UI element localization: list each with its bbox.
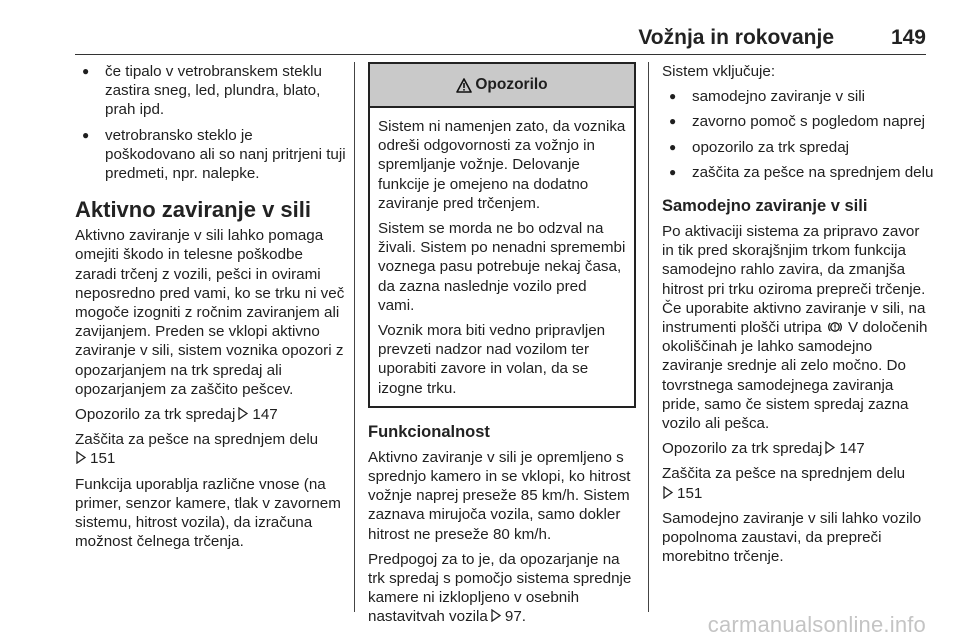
column-right (662, 62, 934, 572)
page-reference-icon (824, 441, 836, 454)
page-reference-icon (75, 451, 87, 464)
cross-reference (662, 439, 934, 458)
watermark: carmanualsonline.info (707, 612, 926, 637)
reference-text: Opozorilo za trk spredaj (662, 440, 823, 458)
column-divider (648, 62, 649, 612)
page-number: 149 (890, 26, 926, 49)
column-left (75, 62, 347, 557)
paragraph: Sistem se morda ne bo odzval na živali. Sistem po nenadni spremembi voznega pasu potrebuje nekaj časa, da zazna naslednje vozilo pred vami. (378, 220, 626, 314)
paragraph: Sistem vključuje: (662, 63, 776, 80)
paragraph: Aktivno zaviranje v sili lahko pomaga omejiti škodo in telesne poškodbe zaradi trčenj z vozili, pešci in ovirami neposredno pred vami, ko se trku ni več mogoče izogniti z ročnim zaviranjem ali zavijanjem. Preden se vklopi aktivno zaviranje v sili, sistem voznika opozori z opozarjanjem na trk spredaj ali opozarjanjem za zaščito pešcev. (75, 227, 345, 398)
warning-header (370, 64, 634, 108)
reference-text: Opozorilo za trk spredaj (75, 406, 236, 424)
section-heading: Samodejno zaviranje v sili (662, 197, 868, 216)
reference-page[interactable]: 151 (90, 450, 116, 468)
paragraph: Voznik mora biti vedno pripravljen prevzeti nadzor nad vozilom ter uporabiti zavore in volan, da se izogne trku. (378, 322, 606, 397)
list-item: ● opozorilo za trk spredaj (662, 138, 934, 157)
page-reference-icon (237, 407, 249, 420)
warning-box (368, 62, 636, 408)
paragraph: Samodejno zaviranje v sili lahko vozilo popolnoma zaustavi, da prepreči morebitno trčenje. (662, 509, 922, 566)
paragraph-text: Po aktivaciji sistema za pripravo zavor in tik pred skorajšnjim trkom funkcija samodejno rahlo zavira, da zmanjša hitrost pri trku oziroma prepreči trčenje. Če uporabite aktivno zaviranje v sili, na instrumenti plošči utripa (662, 223, 926, 337)
page-reference-icon (662, 486, 674, 499)
cross-reference (662, 464, 934, 502)
paragraph: Funkcija uporablja različne vnose (na primer, senzor kamere, tlak v zavornem sistemu, hitrost vozila), da izračuna možnost čelnega trčenja. (75, 475, 341, 551)
list-item: ● zaščita za pešce na sprednjem delu (662, 163, 934, 182)
list-item: ● zavorno pomoč s pogledom naprej (662, 112, 934, 131)
warning-title: Opozorilo (475, 76, 548, 94)
bullet-list (662, 87, 934, 182)
reference-page[interactable]: 147 (839, 440, 865, 458)
paragraph (368, 550, 636, 627)
paragraph (662, 222, 934, 433)
column-divider (354, 62, 355, 612)
section-title: Vožnja in rokovanje (638, 26, 834, 49)
bullet-list (75, 62, 347, 183)
paragraph-text: V določenih okoliščinah je lahko samodejno zaviranje srednje ali zelo močno. Do tovrstnega samodejnega zaviranja pride, samo če sistem spredaj zazna vozilo ali pešca. (662, 319, 928, 433)
section-heading: Funkcionalnost (368, 422, 490, 441)
cross-reference (75, 405, 347, 424)
paragraph: Sistem ni namenjen zato, da voznika odreši odgovornosti za vožnjo in spremljanje vožnje. Delovanje funkcije je omejeno na dodatno zaviranje pred trčenjem. (378, 118, 626, 212)
reference-page[interactable]: 151 (677, 484, 703, 502)
paragraph-text: Predpogoj za to je, da opozarjanje na trk spredaj s pomočjo sistema sprednje kamere ni izklopljeno v osebnih nastavitvah vozila (368, 550, 632, 626)
column-middle (368, 62, 636, 633)
warning-triangle-icon (456, 78, 472, 93)
reference-text: Zaščita za pešce na sprednjem delu (662, 465, 906, 483)
page-header (75, 26, 926, 55)
reference-page[interactable]: 97. (504, 608, 527, 626)
list-item: ● samodejno zaviranje v sili (662, 87, 934, 106)
warning-body (370, 108, 634, 406)
list-item: ● vetrobransko steklo je poškodovano ali so nanj pritrjeni tuji predmeti, npr. nalepke. (75, 126, 347, 184)
list-item: ● če tipalo v vetrobranskem steklu zastira sneg, led, plundra, blato, prah ipd. (75, 62, 347, 120)
cross-reference (75, 430, 347, 468)
reference-page[interactable]: 147 (252, 406, 278, 424)
reference-text: Zaščita za pešce na sprednjem delu (75, 431, 319, 449)
page-reference-icon (490, 609, 502, 622)
section-heading: Aktivno zaviranje v sili (75, 197, 311, 223)
paragraph: Aktivno zaviranje v sili je opremljeno s sprednjo kamero in se vklopi, ko hitrost vožnje naprej preseže 85 km/h. Sistem zaznava mirujoča vozila, samo dokler hitrost ne preseže 80 km/h. (368, 448, 631, 543)
brake-warning-icon (828, 320, 842, 334)
